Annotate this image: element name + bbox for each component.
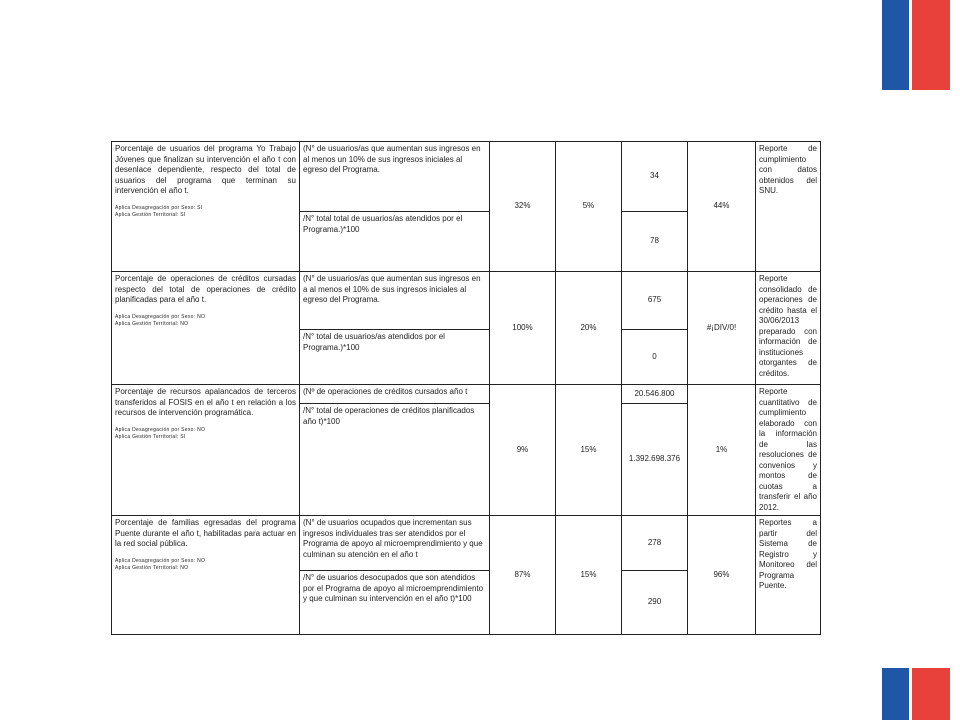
- denominator-value: 290: [622, 571, 688, 635]
- indicator-tag: Aplica Desagregación por Sexo: NO: [115, 557, 206, 564]
- result-value: 44%: [688, 142, 756, 272]
- meta-2: 5%: [556, 142, 622, 272]
- result-value: #¡DIV/0!: [688, 272, 756, 385]
- numerator-value: 34: [622, 142, 688, 212]
- indicator-cell: [112, 272, 300, 385]
- numerator-formula: (N° de usuarios ocupados que incrementan sus ingresos individuales tras ser atendidos por el Programa de apoyo al microemprendimiento y que culminan su atención en el año t: [300, 516, 490, 571]
- indicator-tag: Aplica Desagregación por Sexo: SI: [115, 204, 203, 211]
- indicator-name: Porcentaje de familias egresadas del programa Puente durante el año t, habilitadas para actuar en la red social pública.: [115, 518, 296, 548]
- indicator-tag: Aplica Desagregación por Sexo: NO: [115, 313, 206, 320]
- indicator-tag: Aplica Gestión Territorial: NO: [115, 320, 189, 327]
- meta-1: 87%: [490, 516, 556, 635]
- chile-flag-logo-top: [882, 0, 950, 90]
- meta-1: 32%: [490, 142, 556, 272]
- numerator-formula: (N° de usuarios/as que aumentan sus ingresos en a al menos el 10% de sus ingresos iniciales al egreso del Programa.: [300, 272, 490, 330]
- meta-2: 15%: [556, 516, 622, 635]
- indicator-tag: Aplica Gestión Territorial: SI: [115, 433, 186, 440]
- indicator-tag: Aplica Desagregación por Sexo: NO: [115, 426, 206, 433]
- numerator-formula: (Nº de operaciones de créditos cursados año t: [300, 385, 490, 404]
- meta-2: 15%: [556, 385, 622, 516]
- table-row: [112, 272, 821, 330]
- indicator-name: Porcentaje de recursos apalancados de terceros transferidos al FOSIS en el año t en relación a los recursos de intervención programática.: [115, 387, 296, 417]
- table-row: [112, 385, 821, 404]
- meta-1: 9%: [490, 385, 556, 516]
- indicator-name: Porcentaje de usuarios del programa Yo Trabajo Jóvenes que finalizan su intervención el año t con desenlace dependiente, respecto del total de usuarios del programa que terminan su intervención el año t.: [115, 144, 296, 195]
- indicator-name: Porcentaje de operaciones de créditos cursadas respecto del total de operaciones de crédito planificadas para el año t.: [115, 274, 296, 304]
- denominator-formula: /N° total total de usuarios/as atendidos por el Programa.)*100: [300, 212, 490, 272]
- verification-note: Reporte consolidado de operaciones de crédito hasta el 30/06/2013 preparado con información de instituciones otorgantes de créditos.: [756, 272, 821, 385]
- verification-note: Reporte de cumplimiento con datos obtenidos del SNU.: [756, 142, 821, 272]
- result-value: 1%: [688, 385, 756, 516]
- denominator-value: 0: [622, 330, 688, 385]
- indicator-tag: Aplica Gestión Territorial: SI: [115, 211, 186, 218]
- indicator-tag: Aplica Gestión Territorial: NO: [115, 564, 189, 571]
- numerator-value: 675: [622, 272, 688, 330]
- indicator-cell: [112, 385, 300, 516]
- verification-note: Reporte cuantitativo de cumplimiento elaborado con la información de las resoluciones de convenios y montos de cuotas a transferir el año 2012.: [756, 385, 821, 516]
- denominator-value: 78: [622, 212, 688, 272]
- verification-note: Reportes a partir del Sistema de Registro y Monitoreo del Programa Puente.: [756, 516, 821, 635]
- table-row: [112, 142, 821, 212]
- denominator-formula: /N° total de operaciones de créditos planificados año t)*100: [300, 404, 490, 516]
- denominator-value: 1.392.698.376: [622, 404, 688, 516]
- indicator-cell: [112, 142, 300, 272]
- denominator-formula: /N° total de usuarios/as atendidos por el Programa.)*100: [300, 330, 490, 385]
- meta-2: 20%: [556, 272, 622, 385]
- denominator-formula: /N° de usuarios desocupados que son atendidos por el Programa de apoyo al microemprendimiento y que culminan su intervención en el año t)*100: [300, 571, 490, 635]
- table-row: [112, 516, 821, 571]
- numerator-value: 20.546.800: [622, 385, 688, 404]
- indicators-table: [111, 141, 821, 635]
- chile-flag-logo-bottom: [882, 668, 950, 720]
- numerator-value: 278: [622, 516, 688, 571]
- meta-1: 100%: [490, 272, 556, 385]
- result-value: 96%: [688, 516, 756, 635]
- indicator-cell: [112, 516, 300, 635]
- numerator-formula: (N° de usuarios/as que aumentan sus ingresos en al menos un 10% de sus ingresos iniciales al egreso del Programa.: [300, 142, 490, 212]
